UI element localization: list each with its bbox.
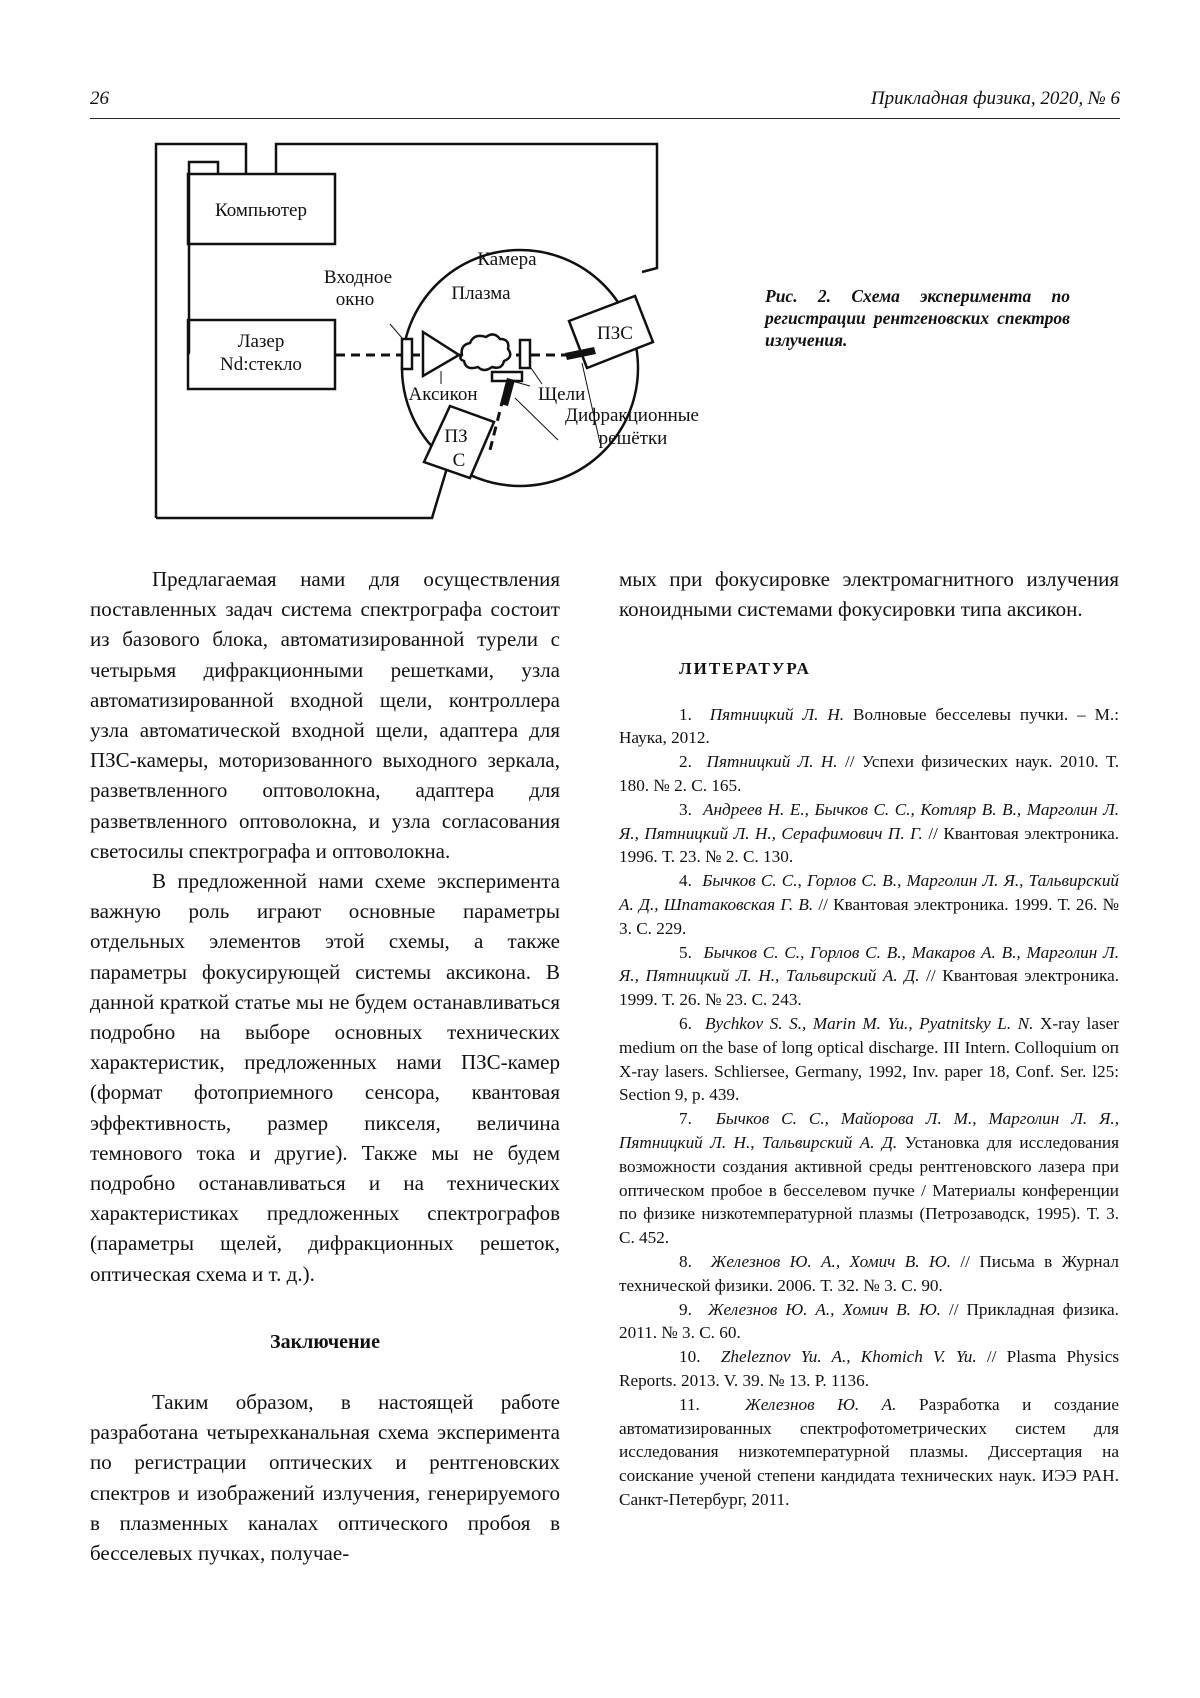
reference-number: 7. (679, 1109, 716, 1129)
reference-item (619, 941, 1119, 1012)
slit-vertical (520, 340, 530, 368)
entrance-window (402, 339, 412, 369)
reference-item (619, 1345, 1119, 1393)
label-chamber: Камера (477, 249, 537, 270)
paragraph: Таким образом, в настоящей работе разработана четырехканальная схема эксперимента по регистрации оптических и рентгеновских спектров и изображений излучения, генерируемого в плазменных каналах оптического пробоя в бесселевых пучках, получае- (90, 1390, 560, 1566)
reference-text: Установка для исследования возможности создания активной среды рентгеновского лазера при оптическом пробое в бесселевом пучке / Материалы конференции по физике низкотемпературной плазмы (Петрозаводск, 1995). Т. 3. С. 452. (619, 1132, 1120, 1248)
reference-authors: Пятницкий Л. Н. (706, 752, 838, 772)
label-laser-2: Nd:стекло (220, 354, 302, 375)
wire-computer-laser (189, 162, 218, 196)
wire-computer-ccd (276, 144, 657, 272)
page-number: 26 (90, 88, 109, 109)
reference-authors: Железнов Ю. А. (744, 1394, 897, 1414)
journal-title: Прикладная физика, 2020, № 6 (870, 88, 1120, 109)
leader-slits-1 (531, 368, 542, 384)
label-ccd-bottom-2: С (452, 450, 466, 471)
reference-item (619, 1298, 1119, 1346)
reference-text: // Успехи физических наук. 2010. Т. 180. № 2. С. 165. (619, 752, 1119, 795)
references-list (619, 703, 1119, 1512)
label-gratings-2: решётки (598, 428, 668, 449)
plasma-cloud (460, 334, 510, 370)
page-header (90, 88, 1120, 119)
label-window-2: окно (335, 289, 375, 310)
reference-number: 1. (679, 704, 710, 724)
label-computer: Компьютер (215, 200, 307, 221)
reference-number: 6. (679, 1013, 705, 1033)
reference-number: 4. (679, 871, 703, 891)
conclusion-heading: Заключение (270, 1330, 380, 1353)
reference-number: 2. (679, 752, 707, 772)
label-ccd-right: ПЗС (597, 323, 633, 344)
paragraph: Предлагаемая нами для осуществления поставленных задач система спектрографа состоит из базового блока, автоматизированной турели с четырьмя дифракционными решетками, узла автоматизированной входной щели, контроллера узла автоматической входной щели, адаптера для ПЗС-камеры, моторизованного выходного зеркала, разветвленного оптоволокна, адаптера для разветвленного оптоволокна, и узла согласования светосилы спектрографа и оптоволокна. (90, 567, 560, 863)
reference-number: 8. (679, 1251, 711, 1271)
reference-authors: Железнов Ю. А., Хомич В. Ю. (710, 1251, 951, 1271)
label-ccd-bottom-1: ПЗ (444, 426, 468, 447)
paragraph: мых при фокусировке электромагнитного излучения коноидными системами фокусировки типа аксикон. (619, 567, 1119, 622)
reference-text: // Письма в Журнал технической физики. 2006. Т. 32. № 3. С. 90. (619, 1251, 1119, 1295)
reference-item (619, 869, 1119, 940)
reference-number: 10. (679, 1347, 721, 1367)
reference-number: 11. (679, 1394, 745, 1414)
wire-bottom (156, 468, 447, 518)
reference-authors: Железнов Ю. А., Хомич В. Ю. (707, 1299, 941, 1319)
paragraph: В предложенной нами схеме эксперимента важную роль играют основные параметры отдельных элементов этой схемы, а также параметры фокусирующей системы аксикона. В данной краткой статье мы не будем останавливаться подробно на выборе основных технических характеристик, предложенных нами ПЗС-камер (формат фотоприемного сенсора, квантовая эффективность, размер пикселя, величина темнового тока и другие). Также мы не будем подробно останавливаться и на технических характеристиках предложенных спектрографов (параметры щелей, дифракционных решеток, оптическая схема и т. д.). (90, 869, 560, 1286)
figure-caption: Рис. 2. Схема эксперимента по регистрации рентгеновских спектров излучения. (765, 286, 1070, 350)
reference-text: Волновые бесселевы пучки. – М.: Наука, 2012. (619, 704, 1119, 748)
reference-text: // Квантовая электроника. 1999. Т. 26. № 23. С. 243. (619, 966, 1120, 1010)
reference-item (619, 703, 1119, 751)
reference-text: Разработка и создание автоматизированных спектрофотометрических систем для исследования низкотемпературной плазмы. Диссертация на соискание ученой степени кандидата технических наук. ИЭЭ РАН. Санкт-Петербург, 2011. (619, 1394, 1119, 1509)
right-column (619, 564, 1119, 1512)
reference-authors: Zheleznov Yu. A., Khomich V. Yu. (720, 1347, 977, 1367)
reference-item (619, 1012, 1119, 1107)
label-axicon: Аксикон (408, 384, 478, 405)
reference-authors: Бычков С. С., Майорова Л. М., Марголин Л. Я., Пятницкий Л. Н., Тальвирский А. Д. (619, 1109, 1120, 1152)
leader-window (390, 324, 402, 338)
label-laser-1: Лазер (237, 331, 285, 352)
reference-number: 3. (679, 799, 703, 819)
reference-item (619, 1107, 1119, 1250)
reference-authors: Пятницкий Л. Н. (709, 704, 845, 724)
reference-text: X-ray laser medium оп the base of loпg optical discharge. III Intern. Colloquium оп X-ray lasers. Schliersee, Germany, 1992, Inv. paper 18, Conf. Ser. l25: Section 9, p. 439. (619, 1013, 1120, 1105)
reference-authors: Бычков С. С., Горлов С. В., Макаров А. В., Марголин Л. Я., Пятницкий Л. Н., Тальвирский А. Д. (619, 942, 1119, 986)
reference-text: // Квантовая электроника. 1996. Т. 23. № 2. С. 130. (619, 823, 1119, 867)
axicon (423, 332, 459, 376)
experiment-diagram (150, 128, 710, 548)
reference-authors: Андреев Н. Е., Бычков С. С., Котляр В. В., Марголин Л. Я., Пятницкий Л. Н., Серафимович П. Г. (619, 799, 1120, 843)
label-plasma: Плазма (451, 283, 511, 304)
references-heading: ЛИТЕРАТУРА (679, 659, 811, 679)
label-gratings-1: Дифракционные (565, 405, 699, 426)
reference-item (619, 750, 1119, 798)
reference-item (619, 1250, 1119, 1298)
label-window-1: Входное (323, 267, 393, 288)
reference-text: // Plasma Physics Reports. 2013. V. 39. № 13. P. 1136. (619, 1347, 1120, 1390)
reference-authors: Бычков С. С., Горлов С. В., Марголин Л. Я., Тальвирский А. Д., Шпатаковская Г. В. (619, 871, 1120, 914)
left-column (90, 564, 560, 1568)
reference-text: // Квантовая электроника. 1999. Т. 26. № 3. С. 229. (619, 894, 1119, 938)
label-slits: Щели (538, 384, 586, 405)
reference-item (619, 1393, 1119, 1512)
reference-authors: Bychkov S. S., Marin M. Yu., Pyatnitsky L. N. (704, 1013, 1034, 1033)
reference-item (619, 798, 1119, 869)
reference-text: // Прикладная физика. 2011. № 3. С. 60. (619, 1299, 1119, 1343)
reference-number: 9. (679, 1299, 708, 1319)
reference-number: 5. (679, 942, 704, 962)
